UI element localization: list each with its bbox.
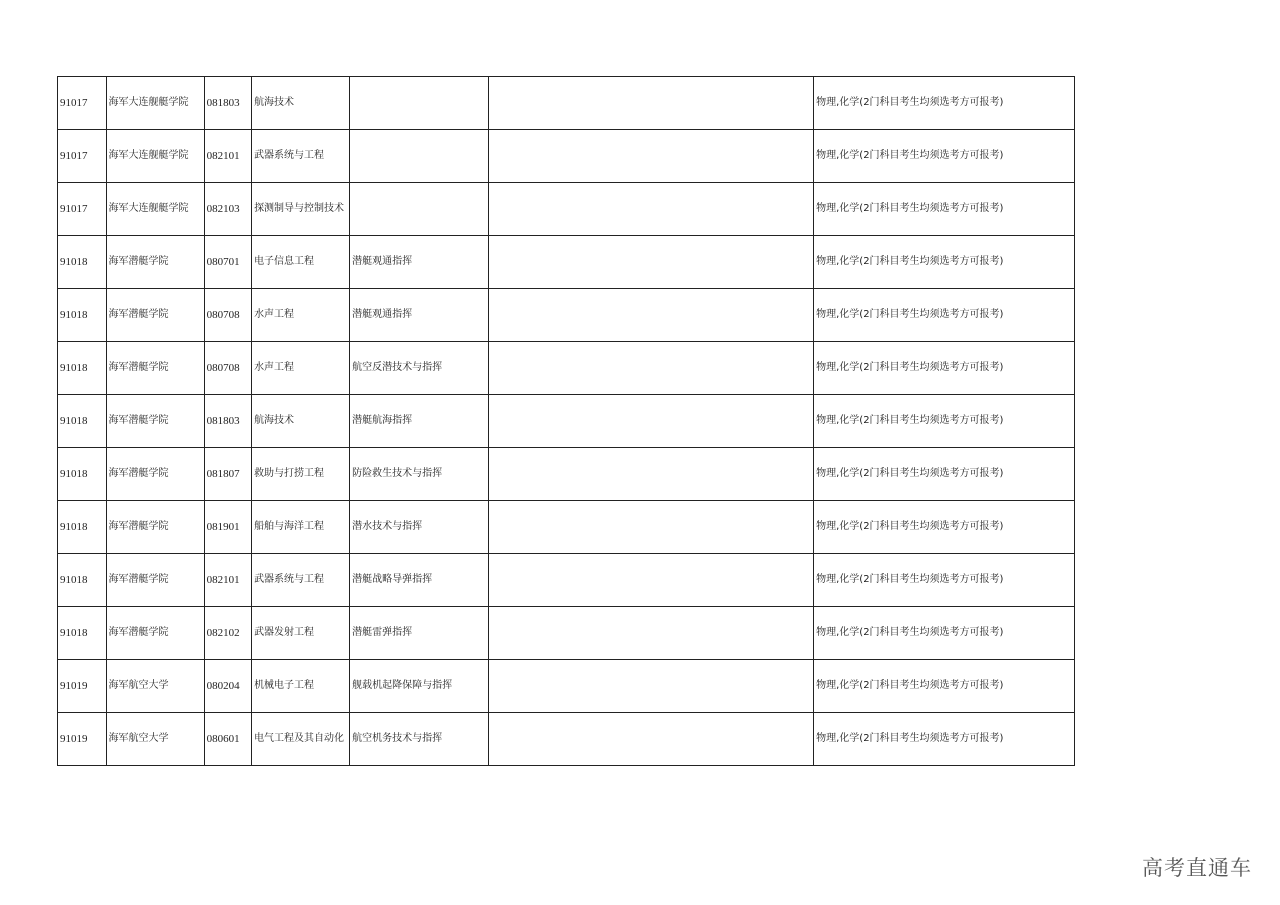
- direction-cell: 潜艇战略导弹指挥: [350, 554, 488, 607]
- table-row: [58, 236, 1075, 289]
- table-row: [58, 501, 1075, 554]
- major-name-cell: 探测制导与控制技术: [252, 183, 350, 236]
- school-name-cell: 海军潜艇学院: [106, 554, 204, 607]
- school-name-cell: 海军大连舰艇学院: [106, 183, 204, 236]
- direction-cell: 防险救生技术与指挥: [350, 448, 488, 501]
- subject-requirement-cell: 物理,化学(2门科目考生均须选考方可报考): [814, 501, 1075, 554]
- major-code-cell: 082102: [204, 607, 252, 660]
- major-name-cell: 水声工程: [252, 289, 350, 342]
- major-name-cell: 武器系统与工程: [252, 554, 350, 607]
- subject-requirement-cell: 物理,化学(2门科目考生均须选考方可报考): [814, 448, 1075, 501]
- table-row: [58, 713, 1075, 766]
- major-name-cell: 机械电子工程: [252, 660, 350, 713]
- major-name-cell: 水声工程: [252, 342, 350, 395]
- school-code-cell: 91018: [58, 342, 107, 395]
- school-code-cell: 91018: [58, 501, 107, 554]
- major-code-cell: 082101: [204, 130, 252, 183]
- school-code-cell: 91018: [58, 395, 107, 448]
- note-cell: [488, 713, 814, 766]
- school-code-cell: 91019: [58, 660, 107, 713]
- direction-cell: [350, 77, 488, 130]
- subject-requirement-cell: 物理,化学(2门科目考生均须选考方可报考): [814, 77, 1075, 130]
- major-name-cell: 电子信息工程: [252, 236, 350, 289]
- direction-cell: 潜艇观通指挥: [350, 236, 488, 289]
- school-name-cell: 海军潜艇学院: [106, 501, 204, 554]
- note-cell: [488, 236, 814, 289]
- direction-cell: 潜水技术与指挥: [350, 501, 488, 554]
- direction-cell: 航空机务技术与指挥: [350, 713, 488, 766]
- direction-cell: [350, 183, 488, 236]
- major-name-cell: 航海技术: [252, 77, 350, 130]
- school-code-cell: 91018: [58, 607, 107, 660]
- note-cell: [488, 130, 814, 183]
- school-code-cell: 91017: [58, 130, 107, 183]
- subject-requirement-cell: 物理,化学(2门科目考生均须选考方可报考): [814, 342, 1075, 395]
- major-code-cell: 080601: [204, 713, 252, 766]
- note-cell: [488, 183, 814, 236]
- table-row: [58, 342, 1075, 395]
- subject-requirement-cell: 物理,化学(2门科目考生均须选考方可报考): [814, 395, 1075, 448]
- major-name-cell: 救助与打捞工程: [252, 448, 350, 501]
- note-cell: [488, 660, 814, 713]
- school-code-cell: 91017: [58, 77, 107, 130]
- school-name-cell: 海军潜艇学院: [106, 342, 204, 395]
- school-code-cell: 91018: [58, 236, 107, 289]
- school-name-cell: 海军潜艇学院: [106, 395, 204, 448]
- note-cell: [488, 448, 814, 501]
- major-code-cell: 081803: [204, 395, 252, 448]
- major-name-cell: 电气工程及其自动化: [252, 713, 350, 766]
- school-name-cell: 海军潜艇学院: [106, 607, 204, 660]
- major-code-cell: 082101: [204, 554, 252, 607]
- table-row: [58, 130, 1075, 183]
- major-name-cell: 船舶与海洋工程: [252, 501, 350, 554]
- table-row: [58, 660, 1075, 713]
- school-name-cell: 海军潜艇学院: [106, 236, 204, 289]
- major-code-cell: 080708: [204, 342, 252, 395]
- table-body: [58, 77, 1075, 766]
- major-name-cell: 航海技术: [252, 395, 350, 448]
- school-name-cell: 海军航空大学: [106, 713, 204, 766]
- school-name-cell: 海军航空大学: [106, 660, 204, 713]
- subject-requirement-cell: 物理,化学(2门科目考生均须选考方可报考): [814, 183, 1075, 236]
- subject-requirement-cell: 物理,化学(2门科目考生均须选考方可报考): [814, 607, 1075, 660]
- school-name-cell: 海军潜艇学院: [106, 448, 204, 501]
- major-code-cell: 081807: [204, 448, 252, 501]
- major-code-cell: 082103: [204, 183, 252, 236]
- direction-cell: 潜艇雷弹指挥: [350, 607, 488, 660]
- major-code-cell: 080708: [204, 289, 252, 342]
- major-code-cell: 081901: [204, 501, 252, 554]
- school-code-cell: 91018: [58, 554, 107, 607]
- table-row: [58, 607, 1075, 660]
- direction-cell: 潜艇航海指挥: [350, 395, 488, 448]
- major-code-cell: 080204: [204, 660, 252, 713]
- table-row: [58, 289, 1075, 342]
- note-cell: [488, 554, 814, 607]
- major-code-cell: 080701: [204, 236, 252, 289]
- table-row: [58, 183, 1075, 236]
- major-name-cell: 武器系统与工程: [252, 130, 350, 183]
- table-row: [58, 554, 1075, 607]
- subject-requirement-cell: 物理,化学(2门科目考生均须选考方可报考): [814, 289, 1075, 342]
- school-code-cell: 91018: [58, 289, 107, 342]
- note-cell: [488, 607, 814, 660]
- subject-requirement-cell: 物理,化学(2门科目考生均须选考方可报考): [814, 713, 1075, 766]
- school-name-cell: 海军大连舰艇学院: [106, 130, 204, 183]
- note-cell: [488, 289, 814, 342]
- admission-table: [57, 76, 1075, 766]
- school-code-cell: 91017: [58, 183, 107, 236]
- note-cell: [488, 395, 814, 448]
- subject-requirement-cell: 物理,化学(2门科目考生均须选考方可报考): [814, 236, 1075, 289]
- direction-cell: 潜艇观通指挥: [350, 289, 488, 342]
- direction-cell: [350, 130, 488, 183]
- note-cell: [488, 501, 814, 554]
- watermark-text: 高考直通车: [1142, 856, 1252, 880]
- subject-requirement-cell: 物理,化学(2门科目考生均须选考方可报考): [814, 130, 1075, 183]
- table-row: [58, 448, 1075, 501]
- major-code-cell: 081803: [204, 77, 252, 130]
- school-name-cell: 海军大连舰艇学院: [106, 77, 204, 130]
- subject-requirement-cell: 物理,化学(2门科目考生均须选考方可报考): [814, 554, 1075, 607]
- note-cell: [488, 77, 814, 130]
- note-cell: [488, 342, 814, 395]
- direction-cell: 舰载机起降保障与指挥: [350, 660, 488, 713]
- school-name-cell: 海军潜艇学院: [106, 289, 204, 342]
- major-name-cell: 武器发射工程: [252, 607, 350, 660]
- direction-cell: 航空反潜技术与指挥: [350, 342, 488, 395]
- subject-requirement-cell: 物理,化学(2门科目考生均须选考方可报考): [814, 660, 1075, 713]
- table-row: [58, 77, 1075, 130]
- school-code-cell: 91019: [58, 713, 107, 766]
- table-row: [58, 395, 1075, 448]
- school-code-cell: 91018: [58, 448, 107, 501]
